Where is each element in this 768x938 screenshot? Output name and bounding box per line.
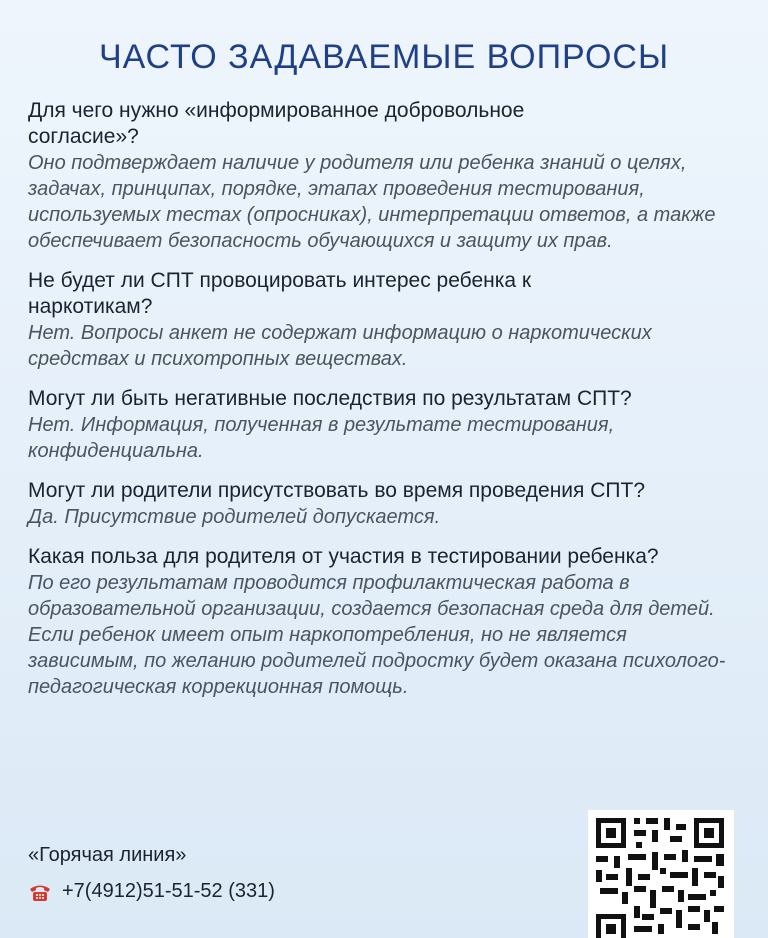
faq-question: Могут ли быть негативные последствия по результатам СПТ? [28,387,632,410]
faq-item [28,544,748,700]
hotline-phone[interactable] [28,880,275,903]
faq-item [28,98,748,254]
faq-answer: Оно подтверждает наличие у родителя или ребенка знаний о целях, задачах, принципах, порядке, этапах проведения тестирования, используемых тестах (опросниках), интерпретации ответов, а также обеспечивает безопасность обучающихся и защиту их прав. [28,152,716,252]
faq-item [28,386,748,464]
faq-answer: По его результатам проводится профилактическая работа в образовательной организации, создается безопасная среда для детей. Если ребенок имеет опыт наркопотребления, но не является зависимым, по желанию родителей подростку будет оказана психолого-педагогическая коррекционная помощь. [28,572,726,698]
page-title: ЧАСТО ЗАДАВАЕМЫЕ ВОПРОСЫ [98,38,670,76]
telephone-icon [28,882,52,902]
faq-item [28,268,748,372]
faq-question: Для чего нужно «информированное добровольное согласие»? [28,99,525,148]
faq-question: Могут ли родители присутствовать во время проведения СПТ? [28,479,646,502]
faq-answer: Да. Присутствие родителей допускается. [28,506,441,528]
faq-answer: Нет. Вопросы анкет не содержат информацию о наркотических средствах и психотропных веществах. [28,322,652,370]
faq-question: Не будет ли СПТ провоцировать интерес ребенка к наркотикам? [28,269,532,318]
faq-list [28,98,748,714]
faq-question: Какая польза для родителя от участия в тестировании ребенка? [28,545,659,568]
qr-code-icon [588,810,734,938]
faq-item [28,478,748,530]
phone-number: +7(4912)51-51-52 (331) [62,880,275,902]
faq-answer: Нет. Информация, полученная в результате тестирования, конфиденциальна. [28,414,615,462]
hotline-label: «Горячая линия» [28,844,187,866]
